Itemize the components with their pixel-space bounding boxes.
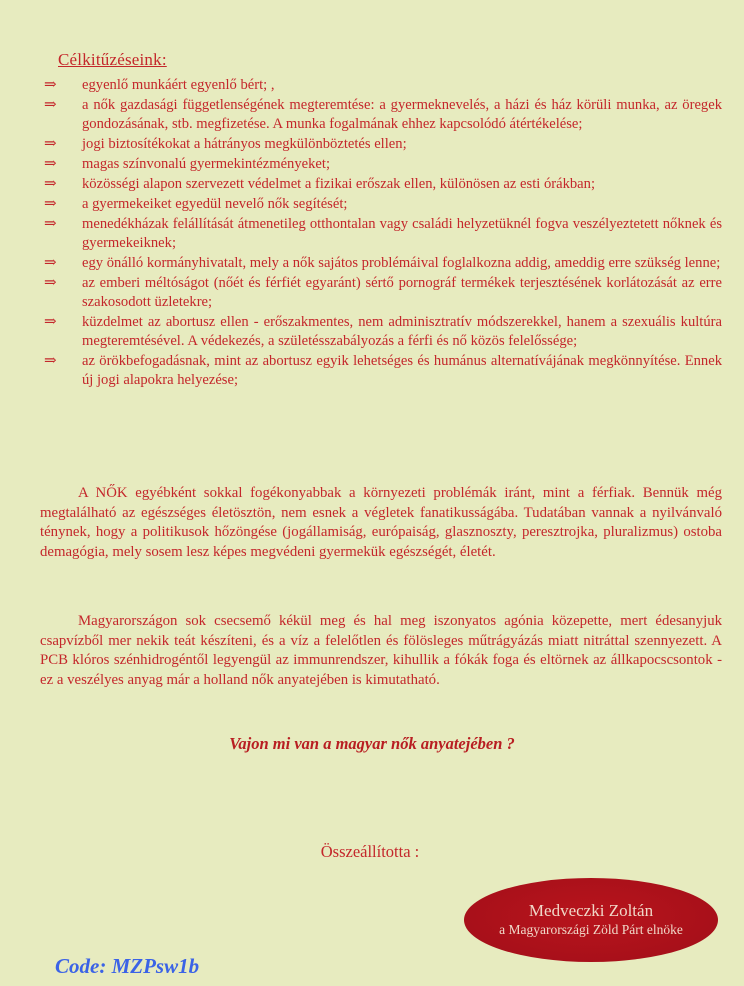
goal-item — [40, 254, 722, 273]
double-arrow-right-icon: ⇒ — [44, 274, 57, 291]
double-arrow-right-icon: ⇒ — [44, 353, 57, 370]
double-arrow-right-icon: ⇒ — [44, 215, 57, 232]
closing-question: Vajon mi van a magyar nők anyatejében ? — [229, 734, 515, 753]
author-role: a Magyarországi Zöld Párt elnöke — [499, 922, 683, 937]
author-name: Medveczki Zoltán — [528, 901, 654, 920]
goal-text: a gyermekeiket egyedül nevelő nők segítését; — [82, 195, 348, 212]
goal-item — [40, 215, 722, 254]
double-arrow-right-icon: ⇒ — [44, 96, 57, 113]
goal-text: az emberi méltóságot (nőét és férfiét egyaránt) sértő pornográf termékek terjesztésének korlátozását az erre szakosodott üzletekre; — [82, 274, 722, 311]
goal-text: küzdelmet az abortusz ellen - erőszakmentes, nem adminisztratív módszerekkel, hanem a szexuális kultúra megteremtésével. A védekezés, a születésszabályozás a férfi és nő közös felelőssége; — [82, 313, 722, 350]
goal-text: jogi biztosítékokat a hátrányos megkülönböztetés ellen; — [82, 136, 407, 153]
paragraph-infant-health: Magyarországon sok csecsemő kékül meg és hal meg iszonyatos agónia közepette, mert édesanyjuk csapvízből mer nekik teát készíteni, és a víz a felelőtlen és fölösleges műtrágyázás miatt nitráttal szennyezett. A PCB klóros szénhidrogéntől legyengül az immunrendszer, kihullik a fókák foga és eltörnek az állkapocscsontok - ez a veszélyes anyag már a holland nők anyatejében is kimutatható. — [40, 613, 722, 688]
double-arrow-right-icon: ⇒ — [44, 254, 57, 271]
goal-text: egy önálló kormányhivatalt, mely a nők sajátos problémáival foglalkozna addig, ameddig erre szükség lenne; — [82, 254, 721, 271]
goal-item — [40, 155, 722, 174]
goal-item — [40, 313, 722, 352]
goal-text: egyenlő munkáért egyenlő bért; , — [82, 77, 275, 93]
goal-text: menedékházak felállítását átmenetileg otthontalan vagy családi helyzetüknél fogva veszélyeztetett nőknek és gyermekeiknek; — [82, 215, 722, 251]
section-heading: Célkitűzéseink: — [58, 50, 167, 69]
double-arrow-right-icon: ⇒ — [44, 136, 57, 153]
goal-text: közösségi alapon szervezett védelmet a fizikai erőszak ellen, különösen az esti órákban; — [82, 175, 596, 192]
double-arrow-right-icon: ⇒ — [44, 77, 57, 93]
double-arrow-right-icon: ⇒ — [44, 195, 57, 212]
goal-item — [40, 96, 722, 135]
double-arrow-right-icon: ⇒ — [44, 175, 57, 192]
goals-list — [40, 76, 722, 391]
goal-item — [40, 76, 722, 95]
goal-text: magas színvonalú gyermekintézményeket; — [82, 155, 331, 172]
author-stamp — [464, 878, 718, 962]
goal-item — [40, 352, 722, 391]
double-arrow-right-icon: ⇒ — [44, 313, 57, 330]
goal-item — [40, 175, 722, 194]
goal-item — [40, 195, 722, 214]
goal-item — [40, 274, 722, 313]
double-arrow-right-icon: ⇒ — [44, 155, 57, 172]
goal-text: a nők gazdasági függetlenségének megteremtése: a gyermeknevelés, a házi és ház körüli munka, az öregek gondozásának, stb. megfizetése. A munka fogalmának ehhez kapcsolódó átértékelése; — [82, 96, 722, 133]
goal-item — [40, 135, 722, 154]
paragraph-women-environment: A NŐK egyébként sokkal fogékonyabbak a környezeti problémák iránt, mint a férfiak. Bennük még megtalálható az egészséges életösztön, nem esnek a végletek fanatikusságába. Tudatában vannak a nyilvánvaló ténynek, hogy a politikusok hőzöngése (jogállamiság, európaiság, glasznoszty, peresztrojka, pluralizmus) ostoba demagógia, mely sosem lesz képes megvédeni gyermekük egészségét, életét. — [40, 485, 722, 560]
goal-text: az örökbefogadásnak, mint az abortusz egyik lehetséges és humánus alternatívájának megkönnyítése. Ennek új jogi alapokra helyezése; — [82, 353, 722, 389]
document-code: Code: MZPsw1b — [55, 954, 200, 978]
compiled-by-label: Összeállította : — [320, 842, 420, 861]
